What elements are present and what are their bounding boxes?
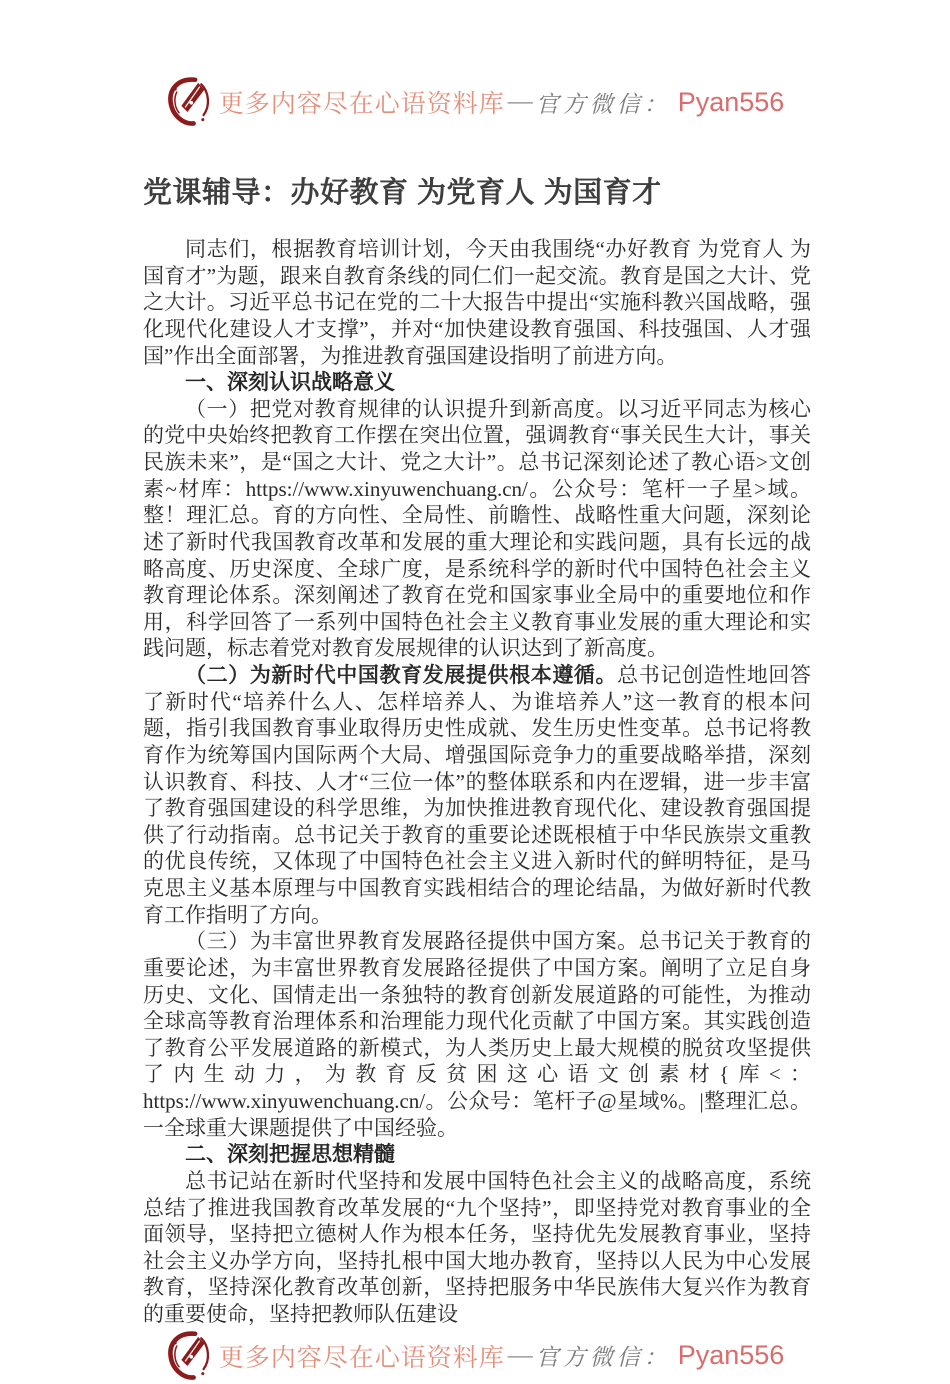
intro-paragraph <box>143 236 811 369</box>
wechat-label: 官方微信： <box>535 91 671 118</box>
paragraph-text: （三）为丰富世界教育发展路径提供中国方案。总书记关于教育的重要论述，为丰富世界教育发展路径提供了中国方案。阐明了立足自身历史、文化、国情走出一条独特的教育创新发展道路的可能性，为推动全球高等教育治理体系和治理能力现代化贡献了中国方案。其实践创造了教育公平发展道路的新模式，为人类历史上最大规模的脱贫攻坚提供了内生动力，为教育反贫困这心语文创素材{库<：https://www.xinyuwenchuang.cn/。公众号：笔杆子@星域%。|整理汇总。一全球重大课题提供了中国经验。 <box>143 929 811 1140</box>
wechat-label: 官方微信： <box>535 1345 671 1372</box>
paragraph-text: 总书记创造性地回答了新时代“培养什么人、怎样培养人、为谁培养人”这一教育的根本问题，指引我国教育事业取得历史性成就、发生历史性变革。总书记将教育作为统筹国内国际两个大局、增强国际竞争力的重要战略举措，深刻认识教育、科技、人才“三位一体”的整体联系和内在逻辑，进一步丰富了教育强国建设的科学思维，为加快推进教育现代化、建设教育强国提供了行动指南。总书记关于教育的重要论述既根植于中华民族崇文重教的优良传统，又体现了中国特色社会主义进入新时代的鲜明特征，是马克思主义基本原理与中国教育实践相结合的理论结晶，为做好新时代教育工作指明了方向。 <box>143 663 812 927</box>
pen-swirl-logo-icon <box>166 1328 212 1384</box>
pen-swirl-logo-icon <box>166 74 212 130</box>
document-body <box>143 236 811 1328</box>
paragraph-lead-bold: （二）为新时代中国教育发展提供根本遵循。 <box>185 663 618 687</box>
wechat-id: Pyan556 <box>677 1340 785 1371</box>
document-title: 党课辅导：办好教育 为党育人 为国育才 <box>143 177 662 209</box>
section-heading-2: 二、深刻把握思想精髓 <box>185 1142 395 1167</box>
paragraph-text: （一）把党对教育规律的认识提升到新高度。以习近平同志为核心的党中央始终把教育工作摆在突出位置，强调教育“事关民生大计，事关民族未来”，是“国之大计、党之大计”。总书记深刻论述了教心语>文创素~材库：https://www.xinyuwenchuang.cn/。公众号：笔杆一子星>域。整！理汇总。育的方向性、全局性、前瞻性、战略性重大问题，深刻论述了新时代我国教育改革和发展的重大理论和实践问题，具有长远的战略高度、历史深度、全球广度，是系统科学的新时代中国特色社会主义教育理论体系。深刻阐述了教育在党和国家事业全局中的重要地位和作用，科学回答了一系列中国特色社会主义教育事业发展的重大理论和实践问题，标志着党对教育发展规律的认识达到了新高度。 <box>143 396 811 661</box>
watermark-footer <box>0 1328 950 1384</box>
paragraph-point-3 <box>143 928 811 1141</box>
watermark-brand-text: 更多内容尽在心语资料库 <box>218 91 505 118</box>
paragraph-point-2 <box>143 662 811 928</box>
watermark-dash: — <box>507 88 533 115</box>
wechat-id: Pyan556 <box>677 86 785 117</box>
watermark-dash: — <box>507 1341 533 1369</box>
paragraph-text: 同志们，根据教育培训计划，今天由我围绕“办好教育 为党育人 为国育才”为题，跟来自教育条线的同仁们一起交流。教育是国之大计、党之大计。习近平总书记在党的二十大报告中提出“实施科教兴国战略，强化现代化建设人才支撑”，并对“加快建设教育强国、科技强国、人才强国”作出全面部署，为推进教育强国建设指明了前进方向。 <box>143 237 811 368</box>
paragraph-text: 总书记站在新时代坚持和发展中国特色社会主义的战略高度，系统总结了推进我国教育改革发展的“九个坚持”，即坚持党对教育事业的全面领导，坚持把立德树人作为根本任务，坚持优先发展教育事业，坚持社会主义办学方向，坚持扎根中国大地办教育，坚持以人民为中心发展教育，坚持深化教育改革创新，坚持把服务中华民族伟大复兴作为教育的重要使命，坚持把教师队伍建设 <box>143 1168 811 1326</box>
closing-paragraph <box>143 1168 811 1328</box>
section-heading-1: 一、深刻认识战略意义 <box>185 370 395 395</box>
watermark-header <box>0 0 950 130</box>
watermark-brand-text: 更多内容尽在心语资料库 <box>218 1344 505 1372</box>
paragraph-point-1 <box>143 396 811 662</box>
